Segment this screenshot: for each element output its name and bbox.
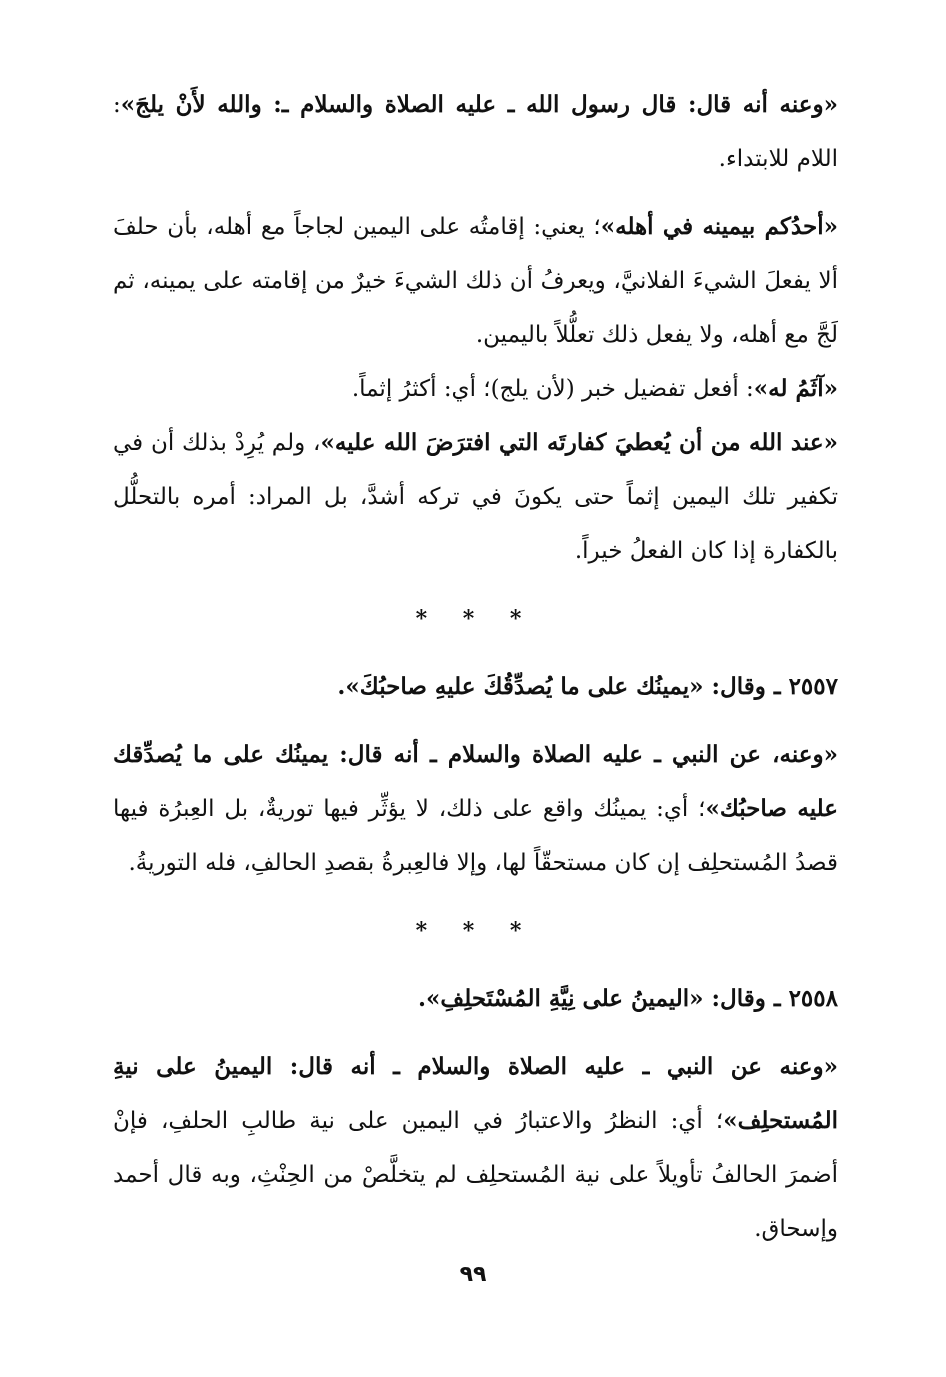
commentary-text: ؛ أي: يمينُك واقع على ذلك، لا يؤثِّر فيها توريةٌ، بل العِبرُة فيها قصدُ المُستحلِف إن كان مستحقّاً لها، وإلا فالعِبرةُ بقصدِ الحالفِ، فله التوريةُ.	[113, 796, 838, 876]
section-separator: * * *	[415, 918, 536, 944]
hadith-quote: «وعنه، عن النبي ـ عليه الصلاة والسلام ـ أنه قال: يمينُك على ما يُصدِّقك عليه صاحبُك»	[113, 741, 838, 822]
commentary-text: ، ولم يُرِدْ بذلك أن في تكفير تلك اليمين إثماً حتى يكونَ في تركه أشدَّ، بل المراد: أمره بالتحلُّل بالكفارة إذا كان الفعلُ خيراً.	[113, 430, 838, 564]
hadith-quote: «آثَمُ له»	[753, 375, 838, 402]
section-separator: * * *	[415, 606, 536, 632]
hadith-quote: «وعنه أنه قال: قال رسول الله ـ عليه الصلاة والسلام ـ: والله لأَنْ يلجَ»	[120, 91, 838, 118]
commentary-paragraph-2557	[113, 728, 838, 890]
hadith-heading-2558: ٢٥٥٨ ـ وقال: «اليمينُ على نِيَّةِ المُسْتَحلِفِ».	[418, 985, 838, 1012]
commentary-text: ؛ يعني: إقامتُه على اليمين لجاجاً مع أهله، بأن حلفَ ألا يفعلَ الشيءَ الفلانيَّ، ويعرفُ أن ذلك الشيءَ خيرٌ من إقامته على يمينه، ثم لَجَّ مع أهله، ولا يفعل ذلك تعلُّلاً باليمين.	[113, 214, 838, 348]
commentary-text: ؛ أي: النظرُ والاعتبارُ في اليمين على نية طالبِ الحلفِ، فإنْ أضمرَ الحالفُ تأويلاً على نية المُستحلِف لم يتخلَّصْ من الحِنْثِ، وبه قال أحمد وإسحاق.	[113, 1108, 838, 1242]
commentary-text: : اللام للابتداء.	[113, 92, 838, 172]
hadith-quote: «وعنه عن النبي ـ عليه الصلاة والسلام ـ أنه قال: اليمينُ على نيةِ المُستحلِف»	[113, 1053, 838, 1134]
commentary-paragraph-2558	[113, 1040, 838, 1256]
hadith-heading-2557: ٢٥٥٧ ـ وقال: «يمينُك على ما يُصدِّقُكَ عليهِ صاحبُكَ».	[337, 673, 838, 700]
commentary-paragraph-4	[113, 416, 838, 578]
commentary-paragraph-3	[113, 362, 838, 416]
page-number: ٩٩	[459, 1262, 487, 1287]
commentary-paragraph-2	[113, 200, 838, 362]
commentary-text: : أفعل تفضيل خبر (لأن يلج)؛ أي: أكثرُ إثماً.	[351, 376, 754, 402]
hadith-quote: «عند الله من أن يُعطيَ كفارتَه التي افترَضَ الله عليه»	[320, 429, 838, 456]
commentary-paragraph-1	[113, 78, 838, 186]
hadith-quote: «أحدُكم بيمينه في أهله»	[600, 213, 838, 240]
page-body	[113, 78, 838, 1256]
